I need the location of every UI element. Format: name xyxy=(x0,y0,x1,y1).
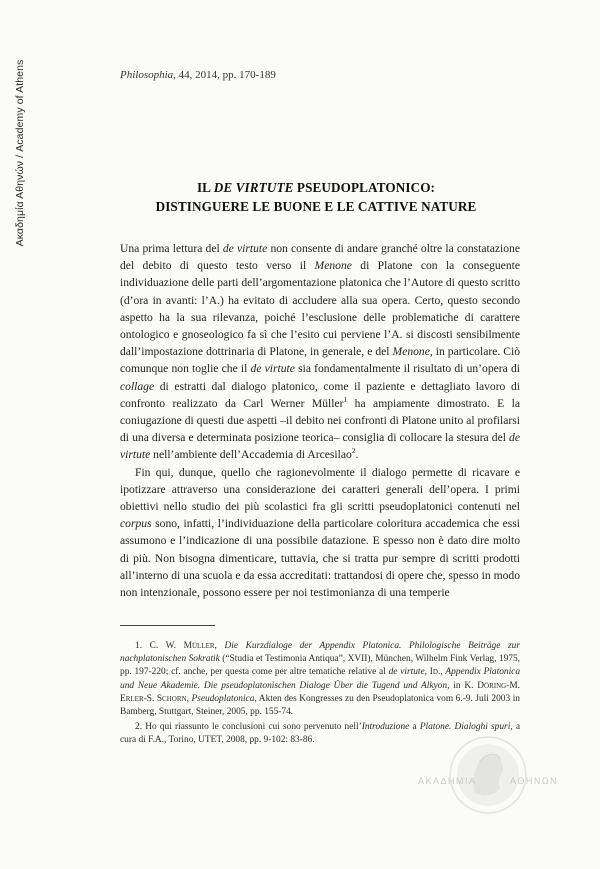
academy-seal-watermark xyxy=(445,732,531,818)
paragraph-1: Una prima lettura del de virtute non consente di andare granché oltre la constatazione del debito di questo testo verso il Menone di Platone con la conseguente individuazione delle parti dell’argomentazione platonica che l’Autore di questo scritto (d’ora in avanti: l’A.) ha evitato di accludere alla sua opera. Certo, questo secondo aspetto ha la sua rilevanza, poiché l’esclusione delle problematiche di carattere ontologico e gnoseologico fa sì che l’esito cui perviene l’A. si discosti sensibilmente dall’impostazione dottrinaria di Platone, in generale, e del Menone, in particolare. Ciò comunque non toglie che il de virtute sia fondamentalmente il risultato di un’opera di collage di estratti dal dialogo platonico, come il paziente e dettagliato lavoro di confronto realizzato da Carl Werner Müller$^1$ ha ampiamente dimostrato. E la coniugazione di questi due aspetti –il debito nei confronti di Platone unito al profilarsi di una diversa e determinata posizione teorica– consiglia di collocare la stesura del de virtute nell’ambiente dell’Accademia di Arcesilao$^2$. xyxy=(120,242,521,462)
footnote-ref-2[interactable]: 2 xyxy=(351,446,356,456)
footnote-1: 1. C. W. Müller, Die Kurzdialoge der Appendix Platonica. Philologische Beiträge zur nachplatonischen Sokratik (“Studia et Testimonia Antiqua”, XVII), München, Wilhelm Fink Verlag, 1975, pp. 197-220; cf. anche, per questa come per altre tematiche relative al de virtute, Id., Appendix Platonica und Neue Akademie. Die pseudoplatonischen Dialoge Über die Tugend und Alkyon, in K. Döring-M. Erler-S. Schorn, Pseudoplatonica, Akten des Kongresses zu den Pseudoplatonica vom 6.-9. Juli 2003 in Bamberg, Stuttgart, Steiner, 2005, pp. 155-74. xyxy=(120,641,521,718)
title-line-2: DISTINGUERE LE BUONE E LE CATTIVE NATURE xyxy=(155,199,477,214)
title-italic: DE VIRTUTE xyxy=(213,180,294,195)
side-watermark-text: Ακαδημία Αθηνών / Academy of Athens xyxy=(14,59,26,247)
article-title xyxy=(100,178,532,216)
journal-details: , 44, 2014, pp. 170-189 xyxy=(173,69,276,81)
footnote-ref-1[interactable]: 1 xyxy=(343,394,348,404)
seal-text-right: ΑΘΗΝΩΝ xyxy=(510,776,559,786)
seal-text-left: ΑΚΑΔΗΜΙΑ xyxy=(418,776,477,786)
running-header xyxy=(120,69,276,81)
article-body xyxy=(120,240,520,601)
footnote-divider xyxy=(120,625,215,626)
paragraph-2: Fin qui, dunque, quello che ragionevolmente il dialogo permette di ricavare e ipotizzare attraverso una considerazione dei caratteri generali dell’opera. I primi obiettivi nello studio dei più scolastici fra gli scritti pseudoplatonici contenuti nel corpus sono, infatti, l’individuazione della particolare coloritura accademica che essi assumono e l’indicazione di una possibile datazione. E spesso non è dato dire molto di più. Non bisogna dimenticare, tuttavia, che si tratta pur sempre di scritti prodotti all’interno di una scuola e da essa accreditati: trattandosi di opere che, spesso in modo non intenzionale, possono essere per noi testimonianza di una temperie xyxy=(120,465,520,600)
title-line-1: IL DE VIRTUTE PSEUDOPLATONICO: xyxy=(196,180,436,195)
footnote-2: 2. Ho qui riassunto le conclusioni cui sono pervenuto nell’Introduzione a Platone. Dialoghi spuri, a cura di F.A., Torino, UTET, 2008, pp. 9-102: 83-86. xyxy=(120,722,520,746)
journal-name: Philosophia xyxy=(120,69,174,81)
side-watermark xyxy=(12,38,28,268)
